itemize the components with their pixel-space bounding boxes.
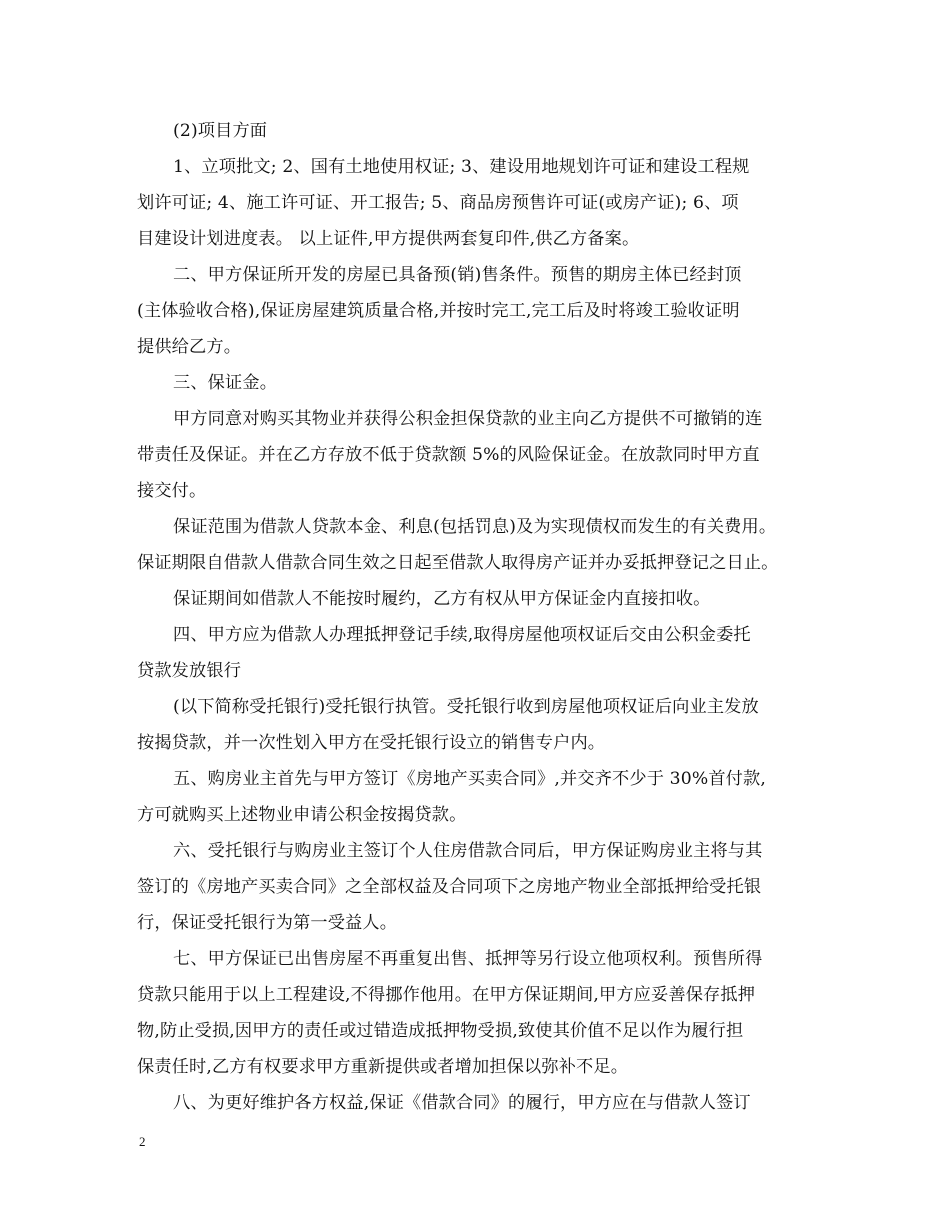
text-line: 物,防止受损,因甲方的责任或过错造成抵押物受损,致使其价值不足以作为履行担 <box>137 1021 744 1041</box>
text-line: 提供给乙方。 <box>137 337 242 357</box>
text-line: (2)项目方面 <box>173 121 268 141</box>
text-line: 按揭贷款，并一次性划入甲方在受托银行设立的销售专户内。 <box>137 733 606 753</box>
text-line: 1、立项批文; 2、国有土地使用权证; 3、建设用地规划许可证和建设工程规 <box>173 157 750 177</box>
text-line: 保证期限自借款人借款合同生效之日起至借款人取得房产证并办妥抵押登记之日止。 <box>137 553 779 573</box>
text-line: 保责任时,乙方有权要求甲方重新提供或者增加担保以弥补不足。 <box>137 1057 629 1077</box>
text-line: 保证范围为借款人贷款本金、利息(包括罚息)及为实现债权而发生的有关费用。 <box>173 517 777 537</box>
text-line: 行，保证受托银行为第一受益人。 <box>137 913 398 933</box>
text-line: 签订的《房地产买卖合同》之全部权益及合同项下之房地产物业全部抵押给受托银 <box>137 877 762 897</box>
text-line: 方可就购买上述物业申请公积金按揭贷款。 <box>137 805 467 825</box>
text-line: 七、甲方保证已出售房屋不再重复出售、抵押等另行设立他项权利。预售所得 <box>173 949 763 969</box>
text-line: 甲方同意对购买其物业并获得公积金担保贷款的业主向乙方提供不可撤销的连 <box>173 409 763 429</box>
text-line: 划许可证; 4、施工许可证、开工报告; 5、商品房预售许可证(或房产证); 6、项 <box>137 193 739 213</box>
text-line: (以下简称受托银行)受托银行执管。受托银行收到房屋他项权证后向业主发放 <box>173 697 759 717</box>
text-line: 二、甲方保证所开发的房屋已具备预(销)售条件。预售的期房主体已经封顶 <box>173 265 742 285</box>
text-line: 四、甲方应为借款人办理抵押登记手续,取得房屋他项权证后交由公积金委托 <box>173 625 751 645</box>
text-line: 三、保证金。 <box>173 373 278 393</box>
text-line: (主体验收合格),保证房屋建筑质量合格,并按时完工,完工后及时将竣工验收证明 <box>137 301 740 321</box>
text-line: 接交付。 <box>137 481 207 501</box>
page-number: 2 <box>139 1134 146 1149</box>
text-line: 目建设计划进度表。 以上证件,甲方提供两套复印件,供乙方备案。 <box>137 229 640 249</box>
text-line: 八、为更好维护各方权益,保证《借款合同》的履行，甲方应在与借款人签订 <box>173 1093 751 1113</box>
text-line: 五、购房业主首先与甲方签订《房地产买卖合同》,并交齐不少于 30%首付款, <box>173 769 766 789</box>
text-line: 六、受托银行与购房业主签订个人住房借款合同后，甲方保证购房业主将与其 <box>173 841 763 861</box>
text-line: 带责任及保证。并在乙方存放不低于贷款额 5%的风险保证金。在放款同时甲方直 <box>137 445 760 465</box>
document-body <box>137 113 837 1121</box>
text-line: 保证期间如借款人不能按时履约，乙方有权从甲方保证金内直接扣收。 <box>173 589 711 609</box>
text-line: 贷款发放银行 <box>137 661 242 681</box>
text-line: 贷款只能用于以上工程建设,不得挪作他用。在甲方保证期间,甲方应妥善保存抵押 <box>137 985 756 1005</box>
